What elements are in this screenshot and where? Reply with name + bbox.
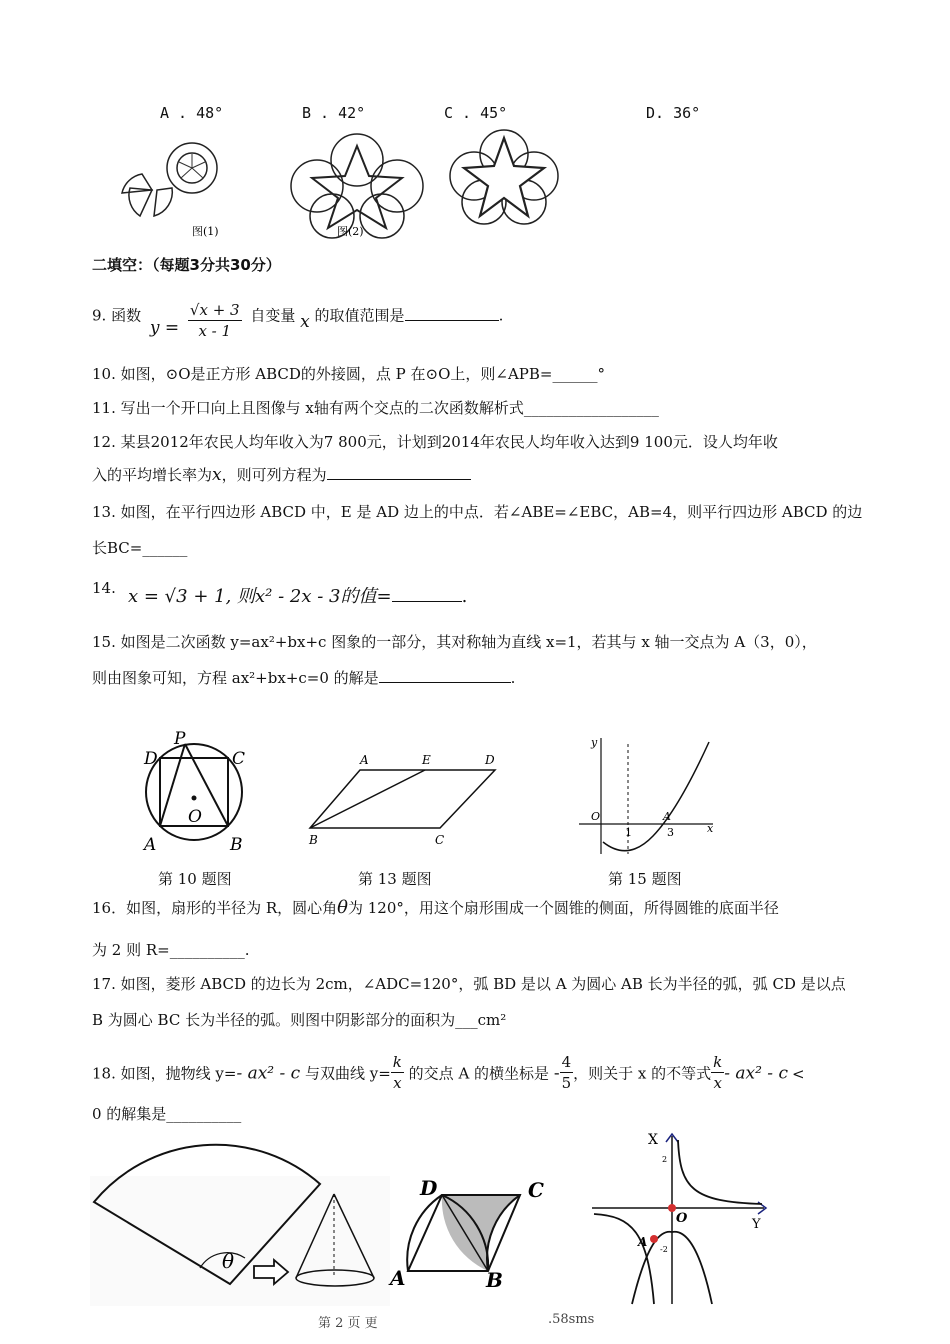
fig1-label: 图(1) — [192, 225, 219, 238]
q12-text-a: 入的平均增长率为 — [92, 466, 213, 484]
q18-text-b: 与双曲线 y= — [304, 1064, 391, 1083]
fig18-Y: Y — [752, 1217, 761, 1232]
figure-18 — [592, 1128, 778, 1306]
fig10-A: A — [144, 835, 157, 855]
q15-end: . — [510, 669, 516, 687]
fig10-C: C — [232, 749, 246, 769]
q18-five: 5 — [561, 1074, 572, 1092]
question-16-line2: 为 2 则 R=__________. — [92, 941, 250, 959]
question-11: 11. 写出一个开口向上且图像与 x轴有两个交点的二次函数解析式__________________ — [92, 399, 659, 417]
q18-abscissa-fraction — [560, 1052, 574, 1093]
section-title: 二填空：（每题3分共30分） — [92, 256, 281, 274]
q14-expression: x = √3 + 1, 则x² - 2x - 3的值= — [128, 586, 392, 607]
q9-numerator: √x + 3 — [189, 301, 240, 319]
option-c: C . 45° — [444, 104, 508, 122]
fig17-A: A — [390, 1266, 406, 1290]
fig3-star — [450, 130, 558, 224]
question-17-line2: B 为圆心 BC 长为半径的弧。则图中阴影部分的面积为___cm² — [92, 1011, 507, 1029]
question-12-line1: 12. 某县2012年农民人均年收入为7 800元，计划到2014年农民人均年收入达到9 100元．设人均年收 — [92, 433, 778, 451]
fig18-tick-minus-2: -2 — [660, 1245, 668, 1254]
fig1-rays — [179, 154, 205, 178]
question-16-line1 — [92, 898, 779, 918]
q9-denominator: x - 1 — [198, 322, 232, 340]
figure-17 — [390, 1175, 560, 1300]
q9-x: x — [300, 311, 310, 332]
fig18-O: O — [676, 1211, 688, 1226]
question-10: 10. 如图，⊙O是正方形 ABCD的外接圆，点 P 在⊙O上，则∠APB=______° — [92, 365, 605, 383]
q9-end: . — [498, 306, 504, 325]
fig13-C: C — [435, 833, 445, 847]
option-a: A . 48° — [160, 104, 224, 122]
fig13-A: A — [360, 753, 369, 767]
fig10-P: P — [174, 729, 186, 749]
q9-answer-blank — [405, 306, 499, 321]
option-b: B . 42° — [302, 104, 366, 122]
q14-answer-blank — [392, 585, 462, 602]
question-13-line2: 长BC=______ — [92, 539, 188, 557]
q18-hyperbola-fraction — [391, 1052, 404, 1093]
q9-y: y = — [149, 317, 180, 338]
fig18-X: X — [648, 1132, 658, 1148]
figure-13 — [305, 750, 505, 850]
question-15-line2 — [92, 668, 515, 688]
footer-url: .58sms — [548, 1312, 595, 1327]
q12-answer-blank — [327, 465, 471, 480]
fig1-pieces — [122, 143, 217, 216]
figure-10-caption: 第 10 题图 — [158, 870, 232, 888]
fig2-label: 图(2) — [337, 225, 364, 238]
question-17-line1: 17. 如图，菱形 ABCD 的边长为 2cm，∠ADC=120°，弧 BD 是以 A 为圆心 AB 长为半径的弧，弧 CD 是以点 — [92, 975, 846, 993]
figure-10 — [140, 730, 250, 855]
fig15-y: y — [591, 736, 598, 749]
q9-prefix: 9. 函数 — [92, 306, 142, 325]
q18-x: x — [393, 1074, 402, 1092]
q9-middle: 自变量 — [250, 306, 296, 325]
fig13-B: B — [309, 833, 318, 847]
question-18-line2: 0 的解集是__________ — [92, 1105, 242, 1123]
page-footer: 第 2 页 更 — [318, 1316, 378, 1331]
fig13-D: D — [485, 753, 495, 767]
fig17-B: B — [486, 1268, 503, 1292]
fig10-D: D — [144, 749, 158, 769]
q12-x: x — [212, 465, 222, 485]
question-18-line1 — [92, 1054, 805, 1095]
fig15-O: O — [591, 810, 601, 823]
question-13-line1: 13. 如图，在平行四边形 ABCD 中，E 是 AD 边上的中点．若∠ABE=∠EBC，AB=4，则平行四边形 ABCD 的边 — [92, 503, 863, 521]
q18-text-d: ，则关于 x 的不等式 — [573, 1064, 712, 1083]
q18-text-c: 的交点 A 的横坐标是 — [408, 1064, 550, 1083]
question-14 — [128, 585, 467, 607]
fig18-tick-2: 2 — [662, 1155, 668, 1164]
q12-text-b: ，则可列方程为 — [221, 466, 327, 484]
question-12-line2 — [92, 465, 471, 485]
q18-inequality-fraction — [711, 1052, 724, 1093]
fig16-theta: θ — [222, 1249, 235, 1273]
question-14-number: 14. — [92, 579, 116, 597]
q16-theta: θ — [337, 897, 348, 918]
fig18-A: A — [638, 1235, 648, 1249]
q16-text-b: 为 120°，用这个扇形围成一个圆锥的侧面，所得圆锥的底面半径 — [348, 899, 779, 917]
q15-answer-blank — [379, 668, 511, 683]
rosette-figure — [112, 128, 562, 240]
q9-fraction — [188, 300, 242, 341]
question-9 — [92, 296, 504, 340]
figure-13-caption: 第 13 题图 — [358, 870, 432, 888]
option-d: D. 36° — [646, 104, 701, 122]
q14-end: . — [461, 586, 468, 607]
fig17-C: C — [528, 1178, 544, 1202]
q9-suffix: 的取值范围是 — [314, 306, 405, 325]
q18-four: 4 — [561, 1053, 572, 1071]
q18-k: k — [392, 1053, 402, 1071]
q18-inequality-rest: - ax² - c — [724, 1063, 788, 1084]
fig10-B: B — [230, 835, 243, 855]
q18-x2: x — [713, 1074, 722, 1092]
q15-text: 则由图象可知，方程 ax²+bx+c=0 的解是 — [92, 669, 379, 687]
fig15-one: 1 — [625, 826, 632, 839]
q18-k2: k — [713, 1053, 723, 1071]
fig2-rosette — [291, 134, 423, 238]
figure-15-caption: 第 15 题图 — [608, 870, 682, 888]
fig13-E: E — [422, 753, 431, 767]
question-15-line1: 15. 如图是二次函数 y=ax²+bx+c 图象的一部分，其对称轴为直线 x=1，若其与 x 轴一交点为 A（3，0）， — [92, 633, 817, 651]
figure-16 — [90, 1176, 390, 1306]
q18-minus: - — [553, 1063, 560, 1084]
q18-text-a: 18. 如图，抛物线 y= — [92, 1064, 237, 1083]
q16-text-a: 16．如图，扇形的半径为 R，圆心角 — [92, 899, 338, 917]
q18-parabola: - ax² - c — [236, 1063, 301, 1084]
fig17-D: D — [420, 1176, 438, 1200]
fig15-A: A — [663, 810, 671, 823]
fig15-x: x — [707, 822, 714, 835]
q18-less-than: < — [791, 1064, 805, 1083]
fig15-three: 3 — [667, 826, 674, 839]
fig10-O: O — [188, 807, 202, 827]
figure-15 — [575, 732, 725, 862]
